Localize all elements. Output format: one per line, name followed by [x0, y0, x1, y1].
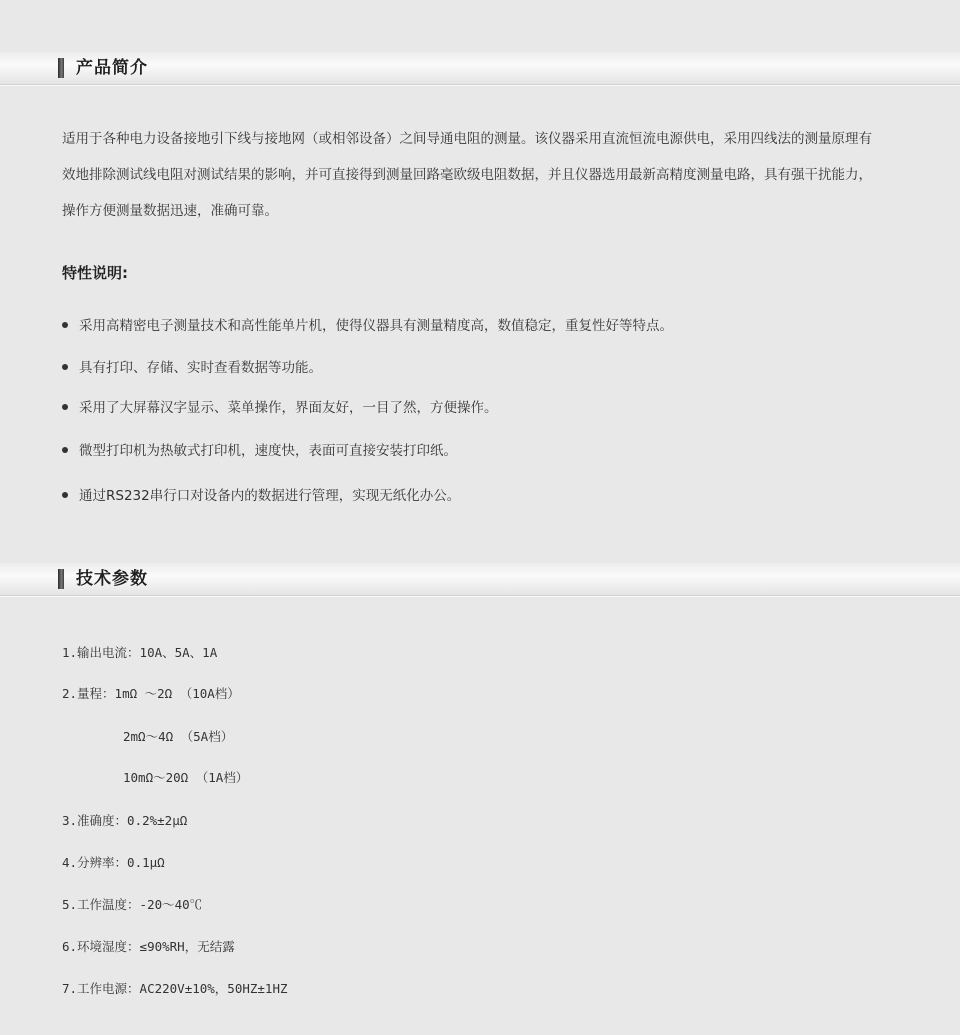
bullet-icon	[62, 447, 68, 453]
spec-resolution: 4.分辨率：0.1μΩ	[62, 855, 165, 870]
section-marker-icon	[58, 569, 64, 589]
features-heading: 特性说明:	[62, 264, 128, 282]
spec-operating-temp: 5.工作温度：-20～40℃	[62, 897, 203, 912]
bullet-icon	[62, 492, 68, 498]
section-marker-icon	[58, 58, 64, 78]
spec-output-current: 1.输出电流：10A、5A、1A	[62, 645, 218, 660]
section-header-specs	[0, 563, 960, 596]
list-item: 微型打印机为热敏式打印机，速度快，表面可直接安装打印纸。	[62, 441, 457, 461]
bullet-icon	[62, 404, 68, 410]
list-item: 采用了大屏幕汉字显示、菜单操作，界面友好，一目了然，方便操作。	[62, 398, 498, 418]
section-header-intro	[0, 52, 960, 85]
section-title: 产品简介	[76, 58, 148, 78]
section-title: 技术参数	[76, 569, 148, 589]
spec-range-10a: 2.量程：1mΩ ～2Ω （10A档）	[62, 686, 240, 701]
spec-range-1a: 10mΩ～20Ω （1A档）	[123, 770, 249, 785]
spec-accuracy: 3.准确度：0.2%±2μΩ	[62, 813, 188, 828]
product-intro-text: 适用于各种电力设备接地引下线与接地网（或相邻设备）之间导通电阻的测量。该仪器采用直流恒流电源供电，采用四线法的测量原理有效地排除测试线电阻对测试结果的影响，并可直接得到测量回路毫欧级电阻数据，并且仪器选用最新高精度测量电路，具有强干扰能力，操作方便测量数据迅速，准确可靠。	[62, 131, 872, 219]
list-item: 通过RS232串行口对设备内的数据进行管理，实现无纸化办公。	[62, 486, 460, 506]
spec-humidity: 6.环境湿度：≤90%RH，无结露	[62, 939, 235, 954]
bullet-icon	[62, 364, 68, 370]
spec-power: 7.工作电源：AC220V±10%，50HZ±1HZ	[62, 981, 288, 996]
list-item: 具有打印、存储、实时查看数据等功能。	[62, 358, 322, 378]
list-item: 采用高精密电子测量技术和高性能单片机，使得仪器具有测量精度高，数值稳定，重复性好等特点。	[62, 316, 673, 336]
spec-range-5a: 2mΩ～4Ω （5A档）	[123, 729, 234, 744]
bullet-icon	[62, 322, 68, 328]
